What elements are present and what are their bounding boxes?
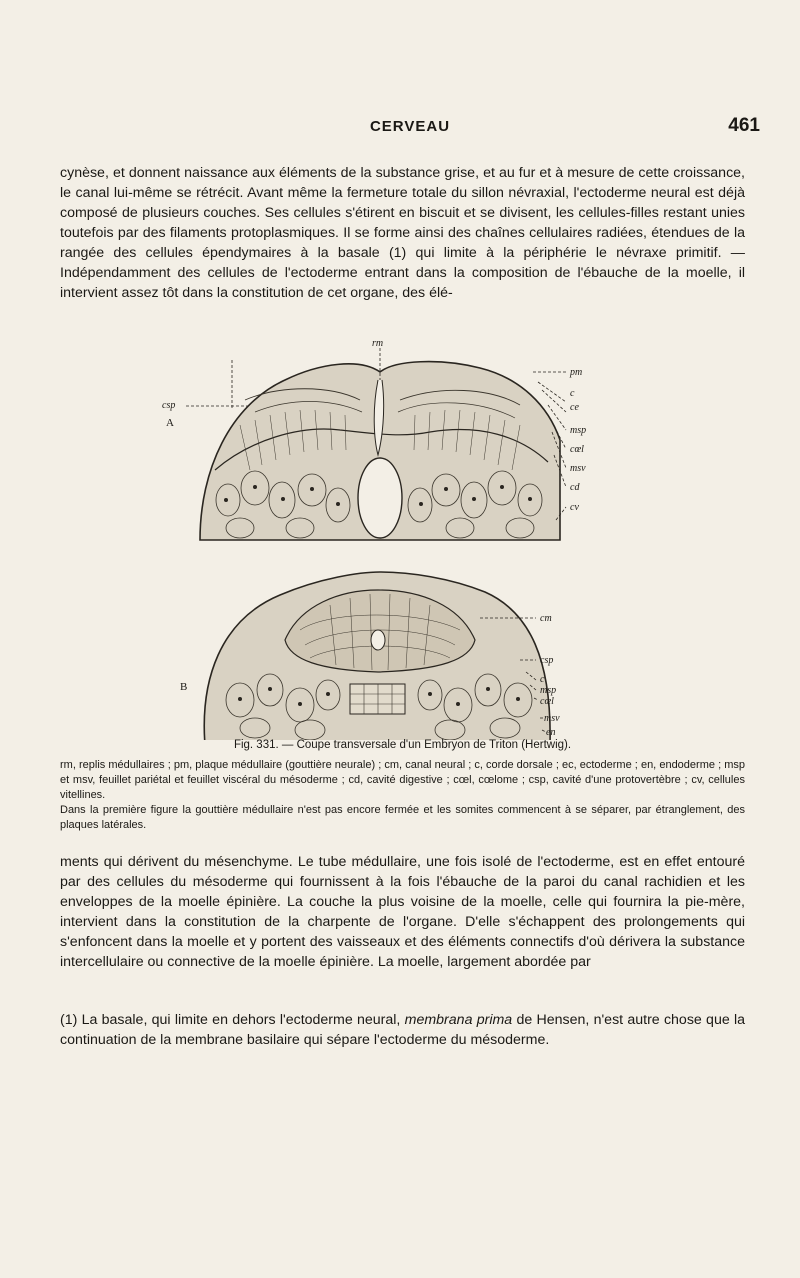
footnote <box>60 1010 745 1050</box>
label-a-2: ce <box>570 402 579 413</box>
label-a-4: cœl <box>570 444 584 455</box>
label-csp-a: csp <box>162 400 176 411</box>
label-rm: rm <box>372 338 384 349</box>
figure-caption <box>60 738 745 833</box>
panel-a-illustration <box>186 348 566 540</box>
paragraph-bottom <box>60 852 745 972</box>
label-a-6: cd <box>570 482 580 493</box>
caption-title: Fig. 331. — Coupe transversale d'un Embryon de Triton (Hertwig). <box>233 739 572 751</box>
label-b-5: msv <box>544 713 560 724</box>
panel-b-illustration <box>204 572 550 740</box>
label-a-1: c <box>570 388 575 399</box>
running-title: CERVEAU <box>369 118 451 135</box>
label-b-3: msp <box>540 685 557 696</box>
panel-b-letter: B <box>180 681 188 693</box>
label-b-2: c <box>540 674 545 685</box>
footnote-text-after: de Hensen, n'est autre chose que la continuation de la membrane basilaire qui sépare l'ectoderme du mésoderme. <box>60 1012 746 1048</box>
label-b-6: en <box>546 727 556 738</box>
panel-a-letter: A <box>166 417 174 429</box>
footnote-emphasis: membrana prima <box>404 1012 513 1028</box>
paragraph-bottom-text: ments qui dérivent du mésenchyme. Le tube médullaire, une fois isolé de l'ectoderme, est en effet entouré par des cellules du mésoderme qui fournissent à la fois l'ébauche de la paroi du canal rachidien et les enveloppes de la moelle épinière. La couche la plus voisine de la moelle, celle qui fournira la pie-mère, intervient dans la constitution de la charpente de l'organe. D'elle s'échappent des prolongements qui s'enfoncent dans la moelle et y portent des vaisseaux et des éléments connectifs d'où dérivera la substance intercellulaire ou connective de la moelle épinière. La moelle, largement abordée par <box>60 854 745 970</box>
caption-legend: rm, replis médullaires ; pm, plaque médullaire (gouttière neurale) ; cm, canal neural ; c, corde dorsale ; ec, ectoderme ; en, endoderme ; msp et msv, feuillet pariétal et feuillet viscéral du mésoderme ; cd, cavité digestive ; cœl, cœlome ; csp, cavité d'une protovertèbre ; cv, cellules vitellines. <box>60 759 745 801</box>
footnote-text-before: La basale, qui limite en dehors l'ectoderme neural, <box>81 1012 401 1028</box>
label-b-1: csp <box>540 655 554 666</box>
label-b-4: cœl <box>540 696 554 707</box>
caption-note: Dans la première figure la gouttière médullaire n'est pas encore fermée et les somites commencent à se séparer, par étranglement, des plaques latérales. <box>60 804 745 831</box>
page-number: 461 <box>728 115 760 136</box>
footnote-marker: (1) <box>60 1012 78 1028</box>
label-b-0: cm <box>540 613 552 624</box>
label-a-3: msp <box>570 425 587 436</box>
label-a-0: pm <box>570 367 583 378</box>
label-a-5: msv <box>570 463 586 474</box>
label-a-7: cv <box>570 502 579 513</box>
paragraph-top-text: cynèse, et donnent naissance aux éléments de la substance grise, et au fur et à mesure de cette croissance, le canal lui-même se rétrécit. Avant même la fermeture totale du sillon névraxial, l'ectoderme neural est déjà composé de plusieurs couches. Ses cellules s'étirent en biscuit et se divisent, les cellules-filles restant unies toutefois par des filaments protoplasmiques. Il se forme ainsi des chaînes cellulaires radiées, étendues de la rangée des cellules épendymaires à la basale (1) qui limite à la périphérie le névraxe primitif. — Indépendamment des cellules de l'ectoderme entrant dans la composition de l'ébauche de la moelle, il intervient assez tôt dans la constitution de cet organe, des élé- <box>60 165 745 301</box>
footnote-text <box>60 1010 745 1050</box>
